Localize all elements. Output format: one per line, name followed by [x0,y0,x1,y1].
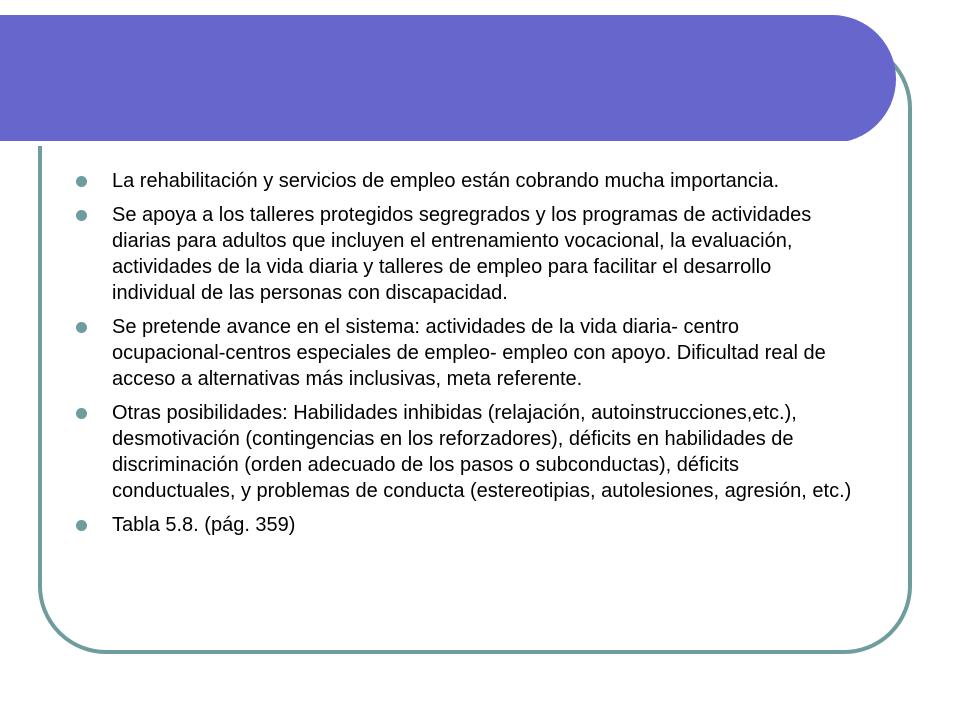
bullet-text: Se apoya a los talleres protegidos segregrados y los programas de actividades diarias para adultos que incluyen el entrenamiento vocacional, la evaluación, actividades de la vida diaria y talleres de empleo para facilitar el desarrollo individual de las personas con discapacidad. [112,204,812,304]
title-underline [0,141,848,146]
list-item [76,314,856,392]
bullet-text: Otras posibilidades: Habilidades inhibidas (relajación, autoinstrucciones,etc.), desmotivación (contingencias en los reforzadores), déficits en habilidades de discriminación (orden adecuado de los pasos o subconductas), déficits conductuales, y problemas de conducta (estereotipias, autolesiones, agresión, etc.) [112,402,852,502]
list-item [76,168,856,194]
title-bar [0,15,896,143]
bullet-icon [76,210,87,221]
bullet-icon [76,176,87,187]
bullet-list [76,168,856,546]
bullet-text: Se pretende avance en el sistema: actividades de la vida diaria- centro ocupacional-centros especiales de empleo- empleo con apoyo. Dificultad real de acceso a alternativas más inclusivas, meta referente. [112,316,826,390]
bullet-icon [76,520,87,531]
bullet-icon [76,322,87,333]
list-item [76,400,856,504]
list-item [76,512,856,538]
list-item [76,202,856,306]
bullet-text: La rehabilitación y servicios de empleo están cobrando mucha importancia. [112,170,780,192]
bullet-icon [76,408,87,419]
bullet-text: Tabla 5.8. (pág. 359) [112,514,296,536]
